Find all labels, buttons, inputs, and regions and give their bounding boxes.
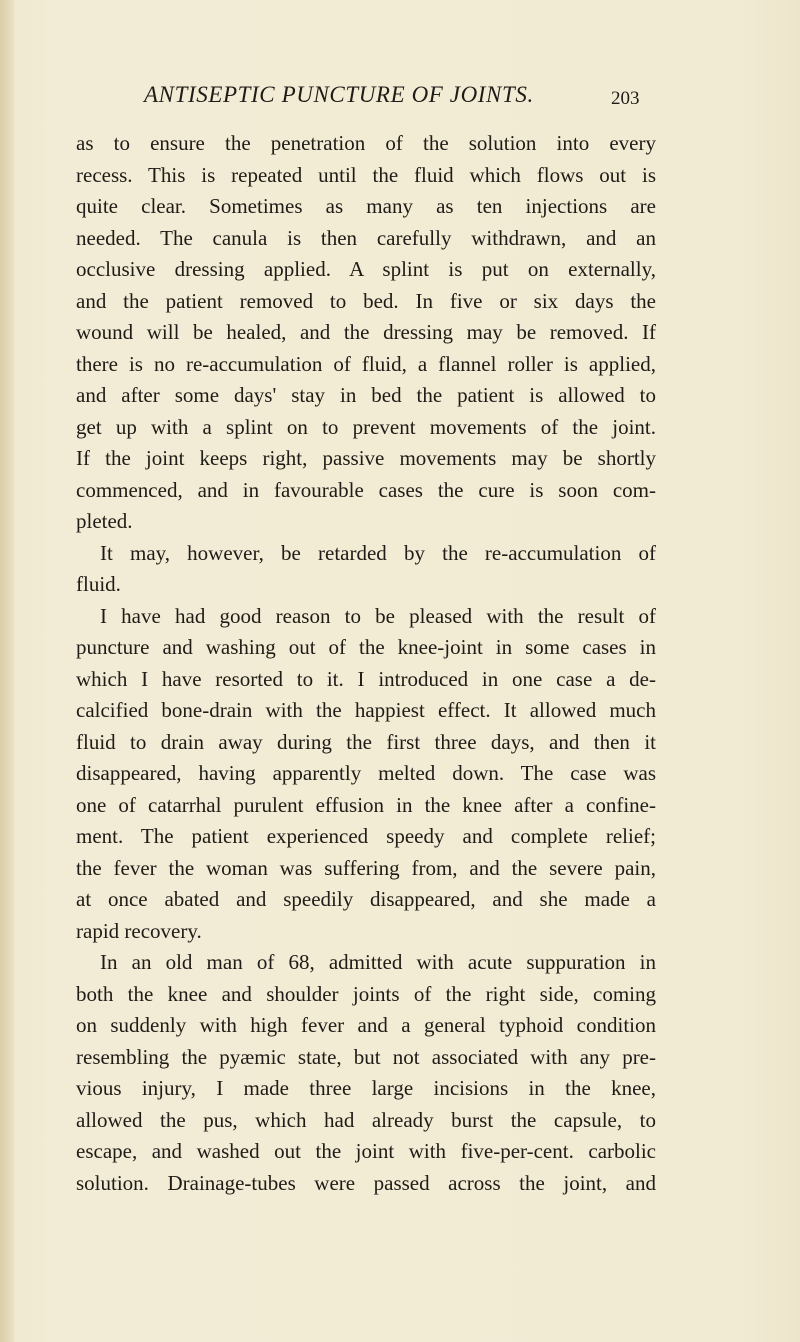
running-head: ANTISEPTIC PUNCTURE OF JOINTS. — [144, 82, 534, 107]
text-line: quite clear. Sometimes as many as ten injections are — [76, 194, 656, 218]
text-line: occlusive dressing applied. A splint is put on externally, — [76, 257, 656, 281]
text-line: at once abated and speedily disappeared, and she made a — [76, 887, 656, 911]
text-line: the fever the woman was suffering from, and the severe pain, — [76, 855, 656, 880]
text-line: fluid. — [76, 572, 121, 596]
page-header — [60, 76, 660, 116]
text-line: which I have resorted to it. I introduced in one case a de- — [76, 666, 656, 691]
text-line: needed. The canula is then carefully withdrawn, and an — [76, 225, 656, 250]
text-line: vious injury, I made three large incisions in the knee, — [76, 1076, 656, 1100]
text-line: disappeared, having apparently melted down. The case was — [76, 761, 656, 785]
text-line: calcified bone-drain with the happiest effect. It allowed much — [76, 698, 656, 722]
text-line: and the patient removed to bed. In five or six days the — [76, 288, 656, 313]
text-line: both the knee and shoulder joints of the right side, coming — [76, 981, 656, 1006]
page-number: 203 — [611, 88, 640, 109]
text-line: rapid recovery. — [76, 918, 202, 943]
page-gutter — [0, 0, 14, 1342]
text-line: get up with a splint on to prevent movements of the joint. — [76, 414, 656, 439]
text-line: ment. The patient experienced speedy and complete relief; — [76, 824, 656, 848]
text-line: recess. This is repeated until the fluid which flows out is — [76, 162, 656, 187]
text-line: on suddenly with high fever and a general typhoid condition — [76, 1013, 656, 1037]
text-line: and after some days' stay in bed the patient is allowed to — [76, 383, 656, 407]
text-line: pleted. — [76, 509, 133, 533]
text-line: escape, and washed out the joint with five-per-cent. carbolic — [76, 1139, 656, 1163]
text-line: In an old man of 68, admitted with acute suppuration in — [100, 950, 656, 974]
text-line: commenced, and in favourable cases the cure is soon com- — [76, 477, 656, 502]
text-line: I have had good reason to be pleased with the result of — [100, 603, 656, 628]
text-line: allowed the pus, which had already burst the capsule, to — [76, 1107, 656, 1132]
text-line: solution. Drainage-tubes were passed across the joint, and — [76, 1170, 656, 1195]
text-line: If the joint keeps right, passive movements may be shortly — [76, 446, 656, 470]
text-line: one of catarrhal purulent effusion in the knee after a confine- — [76, 792, 656, 817]
text-line: fluid to drain away during the first three days, and then it — [76, 729, 656, 754]
text-line: wound will be healed, and the dressing may be removed. If — [76, 320, 656, 344]
text-line: resembling the pyæmic state, but not associated with any pre- — [76, 1044, 656, 1069]
text-line: there is no re-accumulation of fluid, a flannel roller is applied, — [76, 351, 656, 376]
text-line: It may, however, be retarded by the re-accumulation of — [100, 540, 656, 565]
text-line: as to ensure the penetration of the solution into every — [76, 131, 656, 155]
text-line: puncture and washing out of the knee-joint in some cases in — [76, 635, 656, 659]
body-text — [76, 128, 656, 1199]
